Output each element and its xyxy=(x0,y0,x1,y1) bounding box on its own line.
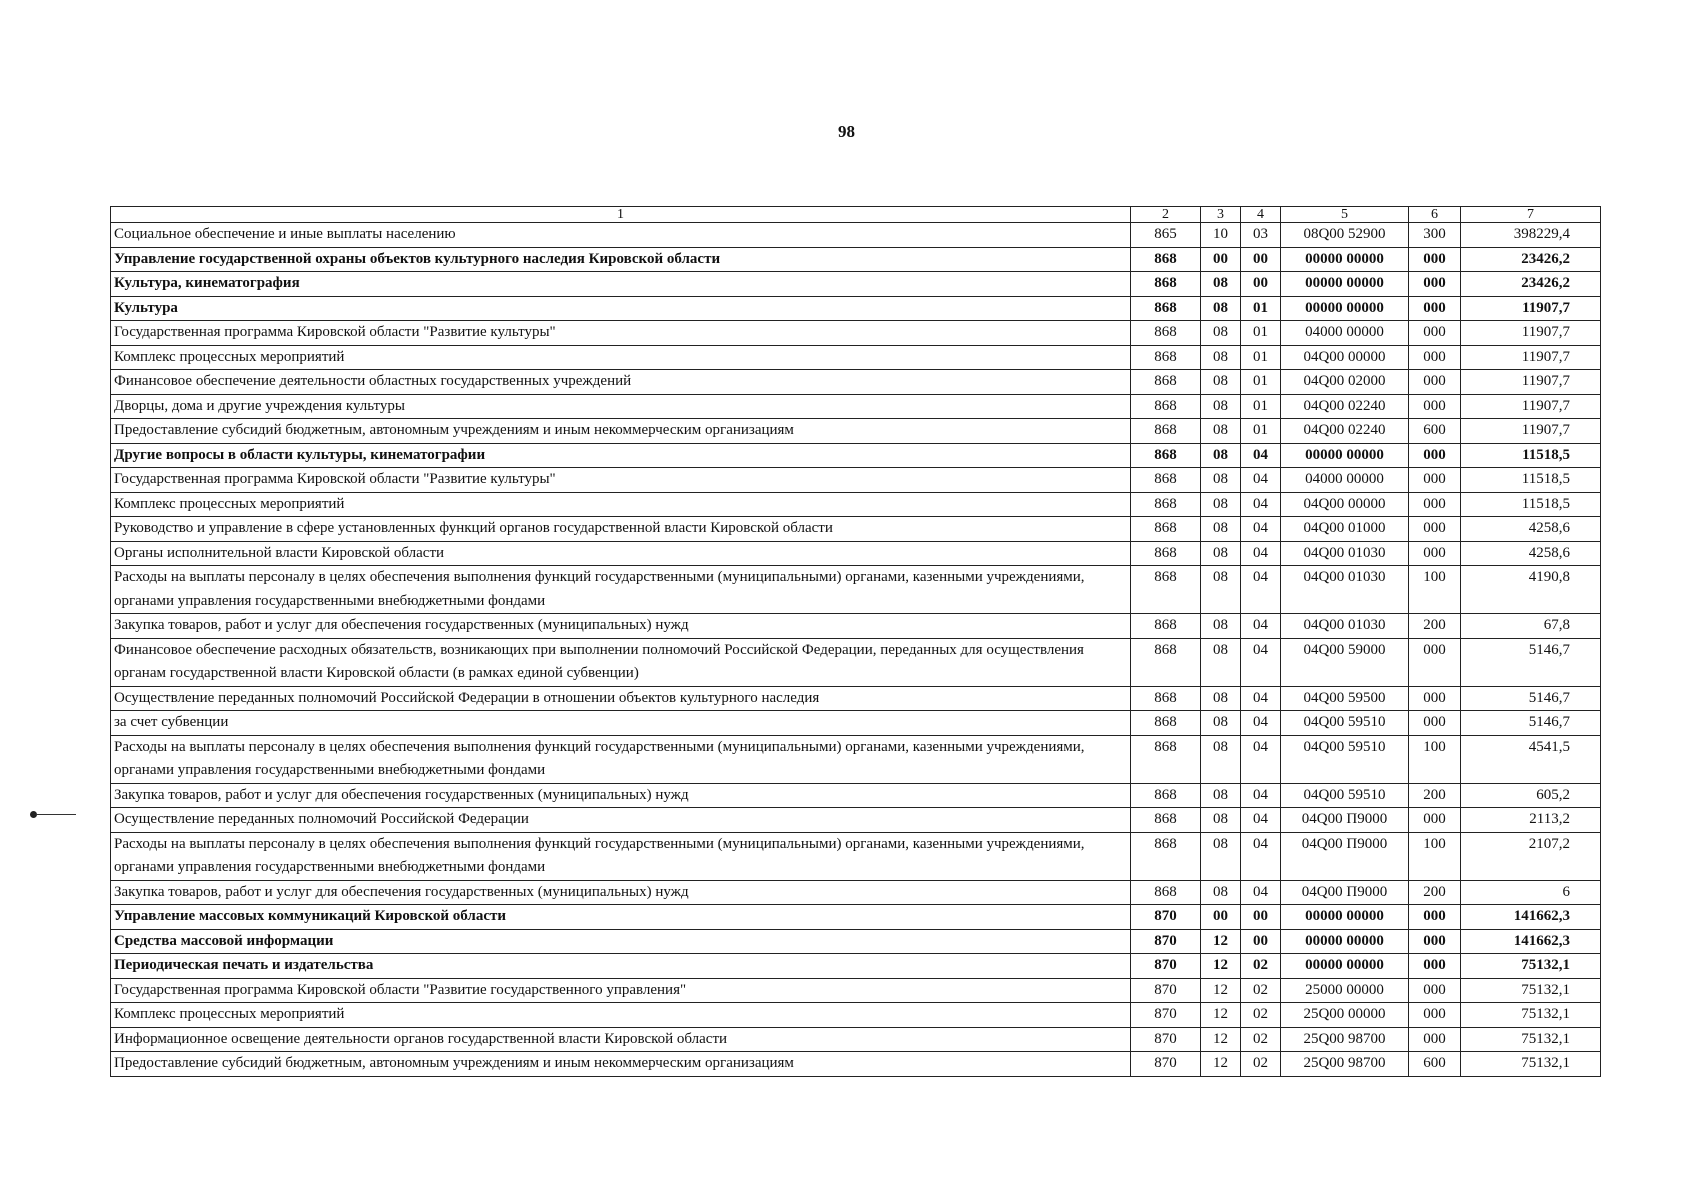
row-name-cell: Информационное освещение деятельности органов государственной власти Кировской области xyxy=(111,1027,1131,1052)
row-section-cell: 12 xyxy=(1201,1003,1241,1028)
row-subsection-cell: 02 xyxy=(1241,1052,1281,1077)
row-amount-cell: 5146,7 xyxy=(1461,686,1601,711)
row-name-cell: Закупка товаров, работ и услуг для обеспечения государственных (муниципальных) нужд xyxy=(111,614,1131,639)
row-section-cell: 00 xyxy=(1201,247,1241,272)
row-type-cell: 200 xyxy=(1409,880,1461,905)
row-amount-cell: 11518,5 xyxy=(1461,492,1601,517)
row-name-cell: Комплекс процессных мероприятий xyxy=(111,492,1131,517)
row-type-cell: 200 xyxy=(1409,783,1461,808)
row-section-cell: 12 xyxy=(1201,1027,1241,1052)
table-row xyxy=(111,541,1601,566)
row-amount-cell: 75132,1 xyxy=(1461,978,1601,1003)
row-target-cell: 25000 00000 xyxy=(1281,978,1409,1003)
row-target-cell: 08Q00 52900 xyxy=(1281,223,1409,248)
table-row xyxy=(111,711,1601,736)
row-type-cell: 000 xyxy=(1409,1003,1461,1028)
row-target-cell: 04Q00 59510 xyxy=(1281,735,1409,783)
row-code-cell: 870 xyxy=(1131,1003,1201,1028)
row-amount-cell: 23426,2 xyxy=(1461,272,1601,297)
table-row xyxy=(111,1027,1601,1052)
row-target-cell: 00000 00000 xyxy=(1281,954,1409,979)
row-subsection-cell: 02 xyxy=(1241,1027,1281,1052)
row-name-cell: Государственная программа Кировской области "Развитие культуры" xyxy=(111,468,1131,493)
row-amount-cell: 11907,7 xyxy=(1461,394,1601,419)
row-amount-cell: 4258,6 xyxy=(1461,517,1601,542)
row-target-cell: 04Q00 59000 xyxy=(1281,638,1409,686)
table-header-row xyxy=(111,207,1601,223)
header-cell: 2 xyxy=(1131,207,1201,223)
table-row xyxy=(111,394,1601,419)
row-target-cell: 00000 00000 xyxy=(1281,443,1409,468)
row-subsection-cell: 00 xyxy=(1241,272,1281,297)
row-type-cell: 100 xyxy=(1409,735,1461,783)
row-code-cell: 868 xyxy=(1131,468,1201,493)
row-section-cell: 08 xyxy=(1201,808,1241,833)
row-name-cell: за счет субвенции xyxy=(111,711,1131,736)
row-subsection-cell: 04 xyxy=(1241,711,1281,736)
row-subsection-cell: 00 xyxy=(1241,929,1281,954)
row-target-cell: 04Q00 00000 xyxy=(1281,492,1409,517)
row-code-cell: 868 xyxy=(1131,711,1201,736)
row-code-cell: 870 xyxy=(1131,978,1201,1003)
table-row xyxy=(111,614,1601,639)
row-name-cell: Расходы на выплаты персоналу в целях обеспечения выполнения функций государственными (муниципальными) органами, казенными учреждениями, органами управления государственными внебюджетными фондами xyxy=(111,832,1131,880)
row-target-cell: 00000 00000 xyxy=(1281,929,1409,954)
row-target-cell: 04Q00 59510 xyxy=(1281,783,1409,808)
row-name-cell: Периодическая печать и издательства xyxy=(111,954,1131,979)
row-target-cell: 04Q00 59500 xyxy=(1281,686,1409,711)
row-code-cell: 868 xyxy=(1131,783,1201,808)
row-subsection-cell: 02 xyxy=(1241,978,1281,1003)
row-subsection-cell: 04 xyxy=(1241,492,1281,517)
row-code-cell: 870 xyxy=(1131,929,1201,954)
row-amount-cell: 11518,5 xyxy=(1461,468,1601,493)
row-target-cell: 04000 00000 xyxy=(1281,321,1409,346)
row-section-cell: 08 xyxy=(1201,735,1241,783)
row-section-cell: 10 xyxy=(1201,223,1241,248)
table-row xyxy=(111,832,1601,880)
row-amount-cell: 2113,2 xyxy=(1461,808,1601,833)
row-name-cell: Средства массовой информации xyxy=(111,929,1131,954)
row-type-cell: 000 xyxy=(1409,541,1461,566)
row-subsection-cell: 04 xyxy=(1241,517,1281,542)
row-section-cell: 08 xyxy=(1201,468,1241,493)
row-subsection-cell: 04 xyxy=(1241,638,1281,686)
table-row xyxy=(111,468,1601,493)
row-name-cell: Руководство и управление в сфере установленных функций органов государственной власти Кировской области xyxy=(111,517,1131,542)
row-section-cell: 08 xyxy=(1201,370,1241,395)
header-cell: 3 xyxy=(1201,207,1241,223)
row-subsection-cell: 04 xyxy=(1241,783,1281,808)
row-target-cell: 04Q00 01000 xyxy=(1281,517,1409,542)
row-name-cell: Управление массовых коммуникаций Кировской области xyxy=(111,905,1131,930)
margin-line xyxy=(36,814,76,815)
row-target-cell: 04Q00 П9000 xyxy=(1281,880,1409,905)
row-name-cell: Предоставление субсидий бюджетным, автономным учреждениям и иным некоммерческим организациям xyxy=(111,1052,1131,1077)
row-subsection-cell: 04 xyxy=(1241,443,1281,468)
row-type-cell: 000 xyxy=(1409,468,1461,493)
table-row xyxy=(111,443,1601,468)
row-target-cell: 04Q00 00000 xyxy=(1281,345,1409,370)
table-row xyxy=(111,808,1601,833)
row-type-cell: 600 xyxy=(1409,1052,1461,1077)
row-amount-cell: 6 xyxy=(1461,880,1601,905)
row-subsection-cell: 02 xyxy=(1241,1003,1281,1028)
table-row xyxy=(111,345,1601,370)
row-code-cell: 865 xyxy=(1131,223,1201,248)
row-name-cell: Органы исполнительной власти Кировской области xyxy=(111,541,1131,566)
row-type-cell: 000 xyxy=(1409,638,1461,686)
row-section-cell: 12 xyxy=(1201,978,1241,1003)
row-subsection-cell: 04 xyxy=(1241,541,1281,566)
row-section-cell: 08 xyxy=(1201,394,1241,419)
row-subsection-cell: 04 xyxy=(1241,808,1281,833)
row-section-cell: 08 xyxy=(1201,345,1241,370)
row-section-cell: 08 xyxy=(1201,783,1241,808)
row-type-cell: 000 xyxy=(1409,517,1461,542)
row-name-cell: Финансовое обеспечение деятельности областных государственных учреждений xyxy=(111,370,1131,395)
row-amount-cell: 11907,7 xyxy=(1461,419,1601,444)
row-code-cell: 868 xyxy=(1131,808,1201,833)
row-subsection-cell: 01 xyxy=(1241,296,1281,321)
row-name-cell: Закупка товаров, работ и услуг для обеспечения государственных (муниципальных) нужд xyxy=(111,880,1131,905)
row-section-cell: 08 xyxy=(1201,566,1241,614)
table-row xyxy=(111,517,1601,542)
row-name-cell: Расходы на выплаты персоналу в целях обеспечения выполнения функций государственными (муниципальными) органами, казенными учреждениями, органами управления государственными внебюджетными фондами xyxy=(111,735,1131,783)
row-code-cell: 868 xyxy=(1131,517,1201,542)
row-name-cell: Государственная программа Кировской области "Развитие государственного управления" xyxy=(111,978,1131,1003)
row-code-cell: 870 xyxy=(1131,1027,1201,1052)
row-type-cell: 000 xyxy=(1409,296,1461,321)
row-section-cell: 08 xyxy=(1201,880,1241,905)
row-subsection-cell: 02 xyxy=(1241,954,1281,979)
row-name-cell: Дворцы, дома и другие учреждения культуры xyxy=(111,394,1131,419)
row-type-cell: 000 xyxy=(1409,321,1461,346)
row-target-cell: 04Q00 02240 xyxy=(1281,394,1409,419)
row-target-cell: 25Q00 98700 xyxy=(1281,1052,1409,1077)
row-code-cell: 868 xyxy=(1131,419,1201,444)
row-code-cell: 868 xyxy=(1131,638,1201,686)
row-target-cell: 04Q00 01030 xyxy=(1281,614,1409,639)
row-subsection-cell: 01 xyxy=(1241,419,1281,444)
row-amount-cell: 11518,5 xyxy=(1461,443,1601,468)
row-subsection-cell: 04 xyxy=(1241,880,1281,905)
header-cell: 1 xyxy=(111,207,1131,223)
row-name-cell: Управление государственной охраны объектов культурного наследия Кировской области xyxy=(111,247,1131,272)
row-section-cell: 12 xyxy=(1201,954,1241,979)
table-row xyxy=(111,419,1601,444)
row-subsection-cell: 01 xyxy=(1241,321,1281,346)
row-code-cell: 870 xyxy=(1131,954,1201,979)
row-amount-cell: 5146,7 xyxy=(1461,711,1601,736)
row-amount-cell: 75132,1 xyxy=(1461,1027,1601,1052)
row-target-cell: 00000 00000 xyxy=(1281,272,1409,297)
row-type-cell: 100 xyxy=(1409,566,1461,614)
table-row xyxy=(111,272,1601,297)
row-code-cell: 868 xyxy=(1131,492,1201,517)
row-amount-cell: 5146,7 xyxy=(1461,638,1601,686)
row-code-cell: 868 xyxy=(1131,686,1201,711)
row-name-cell: Государственная программа Кировской области "Развитие культуры" xyxy=(111,321,1131,346)
table-row xyxy=(111,223,1601,248)
table-row xyxy=(111,566,1601,614)
row-name-cell: Другие вопросы в области культуры, кинематографии xyxy=(111,443,1131,468)
row-section-cell: 08 xyxy=(1201,686,1241,711)
row-name-cell: Комплекс процессных мероприятий xyxy=(111,345,1131,370)
row-section-cell: 08 xyxy=(1201,614,1241,639)
row-amount-cell: 141662,3 xyxy=(1461,929,1601,954)
row-target-cell: 25Q00 98700 xyxy=(1281,1027,1409,1052)
row-type-cell: 000 xyxy=(1409,808,1461,833)
row-target-cell: 04Q00 П9000 xyxy=(1281,808,1409,833)
row-section-cell: 08 xyxy=(1201,517,1241,542)
table-row xyxy=(111,370,1601,395)
table-row xyxy=(111,954,1601,979)
row-target-cell: 04Q00 01030 xyxy=(1281,541,1409,566)
margin-mark xyxy=(30,813,80,816)
row-amount-cell: 75132,1 xyxy=(1461,954,1601,979)
table-row xyxy=(111,247,1601,272)
row-code-cell: 868 xyxy=(1131,566,1201,614)
table-row xyxy=(111,321,1601,346)
row-section-cell: 00 xyxy=(1201,905,1241,930)
row-amount-cell: 11907,7 xyxy=(1461,345,1601,370)
row-amount-cell: 605,2 xyxy=(1461,783,1601,808)
row-amount-cell: 4190,8 xyxy=(1461,566,1601,614)
row-amount-cell: 4541,5 xyxy=(1461,735,1601,783)
table-row xyxy=(111,492,1601,517)
row-type-cell: 000 xyxy=(1409,272,1461,297)
row-target-cell: 04Q00 59510 xyxy=(1281,711,1409,736)
table-row xyxy=(111,929,1601,954)
row-code-cell: 868 xyxy=(1131,735,1201,783)
row-amount-cell: 2107,2 xyxy=(1461,832,1601,880)
row-section-cell: 08 xyxy=(1201,443,1241,468)
row-section-cell: 08 xyxy=(1201,321,1241,346)
row-name-cell: Осуществление переданных полномочий Российской Федерации xyxy=(111,808,1131,833)
row-subsection-cell: 00 xyxy=(1241,905,1281,930)
row-type-cell: 600 xyxy=(1409,419,1461,444)
row-section-cell: 08 xyxy=(1201,419,1241,444)
row-target-cell: 04Q00 01030 xyxy=(1281,566,1409,614)
row-amount-cell: 67,8 xyxy=(1461,614,1601,639)
row-subsection-cell: 04 xyxy=(1241,614,1281,639)
row-subsection-cell: 04 xyxy=(1241,468,1281,493)
row-type-cell: 000 xyxy=(1409,711,1461,736)
row-amount-cell: 4258,6 xyxy=(1461,541,1601,566)
table-row xyxy=(111,638,1601,686)
row-type-cell: 300 xyxy=(1409,223,1461,248)
row-subsection-cell: 01 xyxy=(1241,394,1281,419)
row-amount-cell: 23426,2 xyxy=(1461,247,1601,272)
row-amount-cell: 398229,4 xyxy=(1461,223,1601,248)
table-row xyxy=(111,686,1601,711)
row-type-cell: 100 xyxy=(1409,832,1461,880)
row-type-cell: 000 xyxy=(1409,1027,1461,1052)
row-subsection-cell: 04 xyxy=(1241,566,1281,614)
row-code-cell: 868 xyxy=(1131,880,1201,905)
row-section-cell: 08 xyxy=(1201,711,1241,736)
row-type-cell: 000 xyxy=(1409,443,1461,468)
row-target-cell: 00000 00000 xyxy=(1281,905,1409,930)
row-name-cell: Расходы на выплаты персоналу в целях обеспечения выполнения функций государственными (муниципальными) органами, казенными учреждениями, органами управления государственными внебюджетными фондами xyxy=(111,566,1131,614)
row-type-cell: 200 xyxy=(1409,614,1461,639)
row-section-cell: 08 xyxy=(1201,296,1241,321)
row-code-cell: 868 xyxy=(1131,321,1201,346)
row-code-cell: 868 xyxy=(1131,394,1201,419)
row-subsection-cell: 03 xyxy=(1241,223,1281,248)
header-cell: 4 xyxy=(1241,207,1281,223)
row-type-cell: 000 xyxy=(1409,345,1461,370)
row-subsection-cell: 04 xyxy=(1241,832,1281,880)
row-type-cell: 000 xyxy=(1409,370,1461,395)
row-code-cell: 868 xyxy=(1131,345,1201,370)
row-name-cell: Закупка товаров, работ и услуг для обеспечения государственных (муниципальных) нужд xyxy=(111,783,1131,808)
row-section-cell: 08 xyxy=(1201,541,1241,566)
row-target-cell: 25Q00 00000 xyxy=(1281,1003,1409,1028)
table-row xyxy=(111,735,1601,783)
row-name-cell: Предоставление субсидий бюджетным, автономным учреждениям и иным некоммерческим организациям xyxy=(111,419,1131,444)
row-name-cell: Осуществление переданных полномочий Российской Федерации в отношении объектов культурного наследия xyxy=(111,686,1131,711)
row-section-cell: 08 xyxy=(1201,272,1241,297)
row-target-cell: 04Q00 02240 xyxy=(1281,419,1409,444)
row-code-cell: 868 xyxy=(1131,832,1201,880)
row-type-cell: 000 xyxy=(1409,905,1461,930)
row-type-cell: 000 xyxy=(1409,686,1461,711)
row-target-cell: 00000 00000 xyxy=(1281,247,1409,272)
row-subsection-cell: 04 xyxy=(1241,735,1281,783)
budget-table xyxy=(110,206,1601,1077)
row-name-cell: Комплекс процессных мероприятий xyxy=(111,1003,1131,1028)
row-section-cell: 12 xyxy=(1201,1052,1241,1077)
row-type-cell: 000 xyxy=(1409,492,1461,517)
row-section-cell: 08 xyxy=(1201,492,1241,517)
row-target-cell: 04Q00 П9000 xyxy=(1281,832,1409,880)
table-row xyxy=(111,296,1601,321)
row-code-cell: 868 xyxy=(1131,296,1201,321)
row-section-cell: 08 xyxy=(1201,638,1241,686)
row-subsection-cell: 01 xyxy=(1241,370,1281,395)
row-code-cell: 868 xyxy=(1131,541,1201,566)
header-cell: 5 xyxy=(1281,207,1409,223)
header-cell: 6 xyxy=(1409,207,1461,223)
row-subsection-cell: 00 xyxy=(1241,247,1281,272)
row-type-cell: 000 xyxy=(1409,929,1461,954)
row-name-cell: Социальное обеспечение и иные выплаты населению xyxy=(111,223,1131,248)
page-number: 98 xyxy=(838,122,855,141)
row-code-cell: 870 xyxy=(1131,905,1201,930)
row-amount-cell: 11907,7 xyxy=(1461,370,1601,395)
row-type-cell: 000 xyxy=(1409,954,1461,979)
table-row xyxy=(111,880,1601,905)
row-target-cell: 00000 00000 xyxy=(1281,296,1409,321)
row-amount-cell: 75132,1 xyxy=(1461,1052,1601,1077)
row-name-cell: Культура xyxy=(111,296,1131,321)
table-row xyxy=(111,905,1601,930)
row-target-cell: 04Q00 02000 xyxy=(1281,370,1409,395)
row-code-cell: 868 xyxy=(1131,443,1201,468)
row-code-cell: 868 xyxy=(1131,247,1201,272)
table-row xyxy=(111,1052,1601,1077)
table-row xyxy=(111,1003,1601,1028)
row-amount-cell: 11907,7 xyxy=(1461,321,1601,346)
row-type-cell: 000 xyxy=(1409,978,1461,1003)
row-section-cell: 12 xyxy=(1201,929,1241,954)
row-amount-cell: 11907,7 xyxy=(1461,296,1601,321)
row-code-cell: 868 xyxy=(1131,614,1201,639)
table-row xyxy=(111,978,1601,1003)
row-amount-cell: 75132,1 xyxy=(1461,1003,1601,1028)
row-subsection-cell: 04 xyxy=(1241,686,1281,711)
row-type-cell: 000 xyxy=(1409,394,1461,419)
table-row xyxy=(111,783,1601,808)
row-section-cell: 08 xyxy=(1201,832,1241,880)
row-code-cell: 868 xyxy=(1131,272,1201,297)
row-code-cell: 870 xyxy=(1131,1052,1201,1077)
row-type-cell: 000 xyxy=(1409,247,1461,272)
row-name-cell: Культура, кинематография xyxy=(111,272,1131,297)
row-name-cell: Финансовое обеспечение расходных обязательств, возникающих при выполнении полномочий Российской Федерации, переданных для осуществления органам государственной власти Кировской области (в рамках единой субвенции) xyxy=(111,638,1131,686)
row-code-cell: 868 xyxy=(1131,370,1201,395)
header-cell: 7 xyxy=(1461,207,1601,223)
row-target-cell: 04000 00000 xyxy=(1281,468,1409,493)
row-subsection-cell: 01 xyxy=(1241,345,1281,370)
row-amount-cell: 141662,3 xyxy=(1461,905,1601,930)
